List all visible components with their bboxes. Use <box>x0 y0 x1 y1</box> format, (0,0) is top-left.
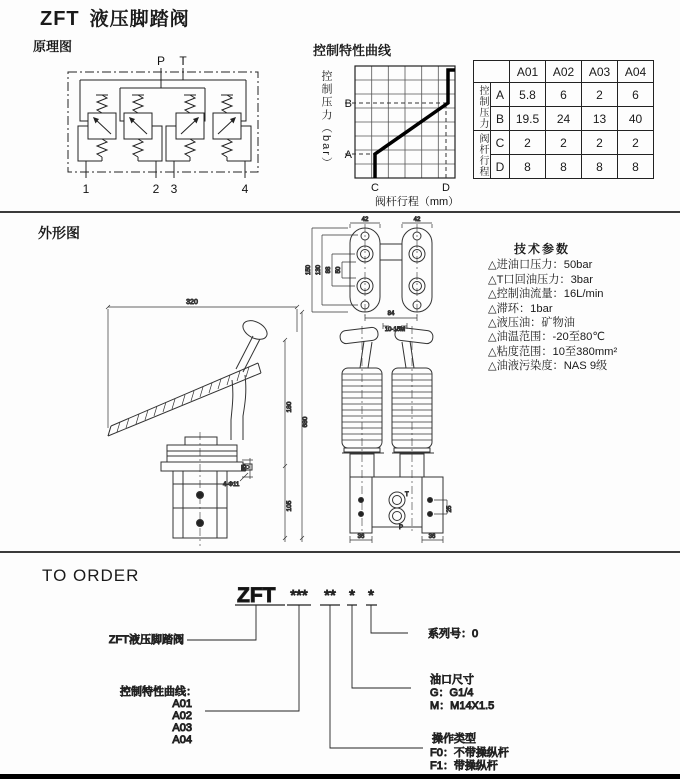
order-op-option: F1：带操纵杆 <box>430 760 498 772</box>
table-corner-cell <box>474 61 510 83</box>
dim-130: 130 <box>316 264 322 276</box>
dim-50: 50 <box>336 266 342 274</box>
order-curve-option: A01 <box>172 698 192 710</box>
hand-levers <box>339 327 433 368</box>
dim-4-holes: 4-Φ11 <box>223 482 240 488</box>
dim-680: 680 <box>302 416 309 428</box>
side-view-drawing <box>95 292 310 550</box>
outline-heading: 外形图 <box>38 225 80 241</box>
port-t-mark: T <box>405 492 409 498</box>
dim-88: 88 <box>326 266 332 274</box>
tech-param-item: △粘度范围：10至380mm² <box>488 345 618 358</box>
output-label-3: 3 <box>170 182 178 196</box>
front-view-drawing <box>298 326 475 550</box>
order-port-option: M：M14X1.5 <box>430 700 495 712</box>
tech-param-item: △控制油流量：16L/min <box>488 288 604 301</box>
chart-x-axis-label: 阀杆行程（mm） <box>374 196 460 208</box>
tick-a: A <box>344 149 352 161</box>
principle-heading: 原理图 <box>33 39 73 54</box>
dim-105: 105 <box>286 500 293 512</box>
valve-base-block <box>350 477 443 533</box>
dim-320: 320 <box>186 299 198 306</box>
valve-symbol-3 <box>166 95 204 178</box>
curve-heading: 控制特性曲线 <box>313 43 392 58</box>
row-key: C <box>491 131 510 155</box>
dim-55: 55 <box>242 464 248 472</box>
output-label-4: 4 <box>241 182 249 196</box>
row-key: D <box>491 155 510 179</box>
table-row: D 8 8 8 8 <box>474 155 654 179</box>
pt-supply-lines <box>161 68 183 88</box>
order-op-label: 操作类型 <box>432 733 476 745</box>
col-header-a03: A03 <box>582 61 618 83</box>
principle-schematic <box>50 55 290 205</box>
tech-param-item: △滞环：1bar <box>488 302 553 315</box>
order-code-series: * <box>368 587 374 604</box>
valve-symbol-4 <box>213 95 251 178</box>
tech-param-item: △液压油：矿物油 <box>488 317 575 330</box>
dim-36-left: 36 <box>357 534 365 540</box>
dim-25: 25 <box>447 505 453 513</box>
order-code-diagram <box>0 582 680 774</box>
order-curve-label: 控制特性曲线： <box>120 686 197 698</box>
tech-param-item: △油液污染度：NAS 9级 <box>488 360 608 373</box>
tick-d: D <box>442 182 450 194</box>
dim-thread: 10-15M <box>384 327 406 333</box>
port-t-label: T <box>179 54 187 68</box>
spec-table <box>473 60 654 179</box>
model-code: ZFT <box>40 8 80 30</box>
order-code-model: ZFT <box>237 584 276 607</box>
tech-params-heading: 技术参数 <box>514 242 571 256</box>
pedal <box>108 363 261 436</box>
tech-param-item: △进油口压力：50bar <box>488 259 593 272</box>
tech-params <box>488 242 680 374</box>
table-header-row <box>474 61 654 83</box>
output-label-1: 1 <box>82 182 90 196</box>
characteristic-curve-chart <box>337 60 467 208</box>
order-port-option: G：G1/4 <box>430 687 474 699</box>
hand-lever <box>236 317 270 372</box>
pedal-pads-top-view <box>350 224 432 316</box>
group-label-stroke: 阀杆行程 <box>474 131 491 179</box>
product-name: 液压脚踏阀 <box>89 9 190 30</box>
to-order-heading: TO ORDER <box>42 566 140 585</box>
port-p-label: P <box>156 54 166 68</box>
valve-symbol-2 <box>124 95 162 178</box>
dimension-lines <box>106 305 304 542</box>
row-key: A <box>491 83 510 107</box>
section-divider <box>0 551 680 553</box>
order-model-label: ZFT液压脚踏阀 <box>108 634 184 646</box>
dim-180: 180 <box>286 401 293 413</box>
page-footer-bar <box>0 774 680 779</box>
chart-grid <box>355 66 455 178</box>
characteristic-curve <box>375 70 455 178</box>
col-header-a01: A01 <box>510 61 546 83</box>
table-row: B 19.5 24 13 40 <box>474 107 654 131</box>
dim-150: 150 <box>306 264 312 276</box>
order-curve-option: A03 <box>172 722 192 734</box>
group-label-pressure: 控制压力 <box>474 83 491 131</box>
port-p-mark: P <box>399 525 404 531</box>
top-view-drawing <box>298 214 470 332</box>
chart-y-axis-label: 控制压力（bar） <box>320 70 332 170</box>
output-label-2: 2 <box>152 182 160 196</box>
order-curve-option: A04 <box>172 734 192 746</box>
col-header-a04: A04 <box>618 61 654 83</box>
order-curve-option: A02 <box>172 710 192 722</box>
dim-36-right: 36 <box>428 534 436 540</box>
connector-lines <box>187 605 423 748</box>
order-op-option: F0：不带操纵杆 <box>430 747 509 759</box>
dim-42-right: 42 <box>413 217 421 223</box>
dim-84: 84 <box>387 311 395 317</box>
tick-b: B <box>344 98 352 110</box>
table-row: 阀杆行程 C 2 2 2 2 <box>474 131 654 155</box>
dim-42-left: 42 <box>361 217 369 223</box>
table-row: 控制压力 A 5.8 6 2 6 <box>474 83 654 107</box>
tech-param-item: △T口回油压力：3bar <box>488 273 593 286</box>
row-key: B <box>491 107 510 131</box>
bellows-boots <box>342 368 434 477</box>
order-series-label: 系列号：0 <box>428 628 479 640</box>
order-code-curve: *** <box>290 587 308 604</box>
t-rail <box>80 80 246 121</box>
page-title <box>40 4 190 31</box>
tick-c: C <box>371 182 379 194</box>
tech-param-item: △油温范围：-20至80℃ <box>488 331 605 344</box>
order-code-operation: ** <box>324 587 336 604</box>
valve-symbol-1 <box>78 95 116 178</box>
order-port-label: 油口尺寸 <box>430 674 474 686</box>
col-header-a02: A02 <box>546 61 582 83</box>
order-code-port: * <box>349 587 355 604</box>
section-divider <box>0 211 680 213</box>
